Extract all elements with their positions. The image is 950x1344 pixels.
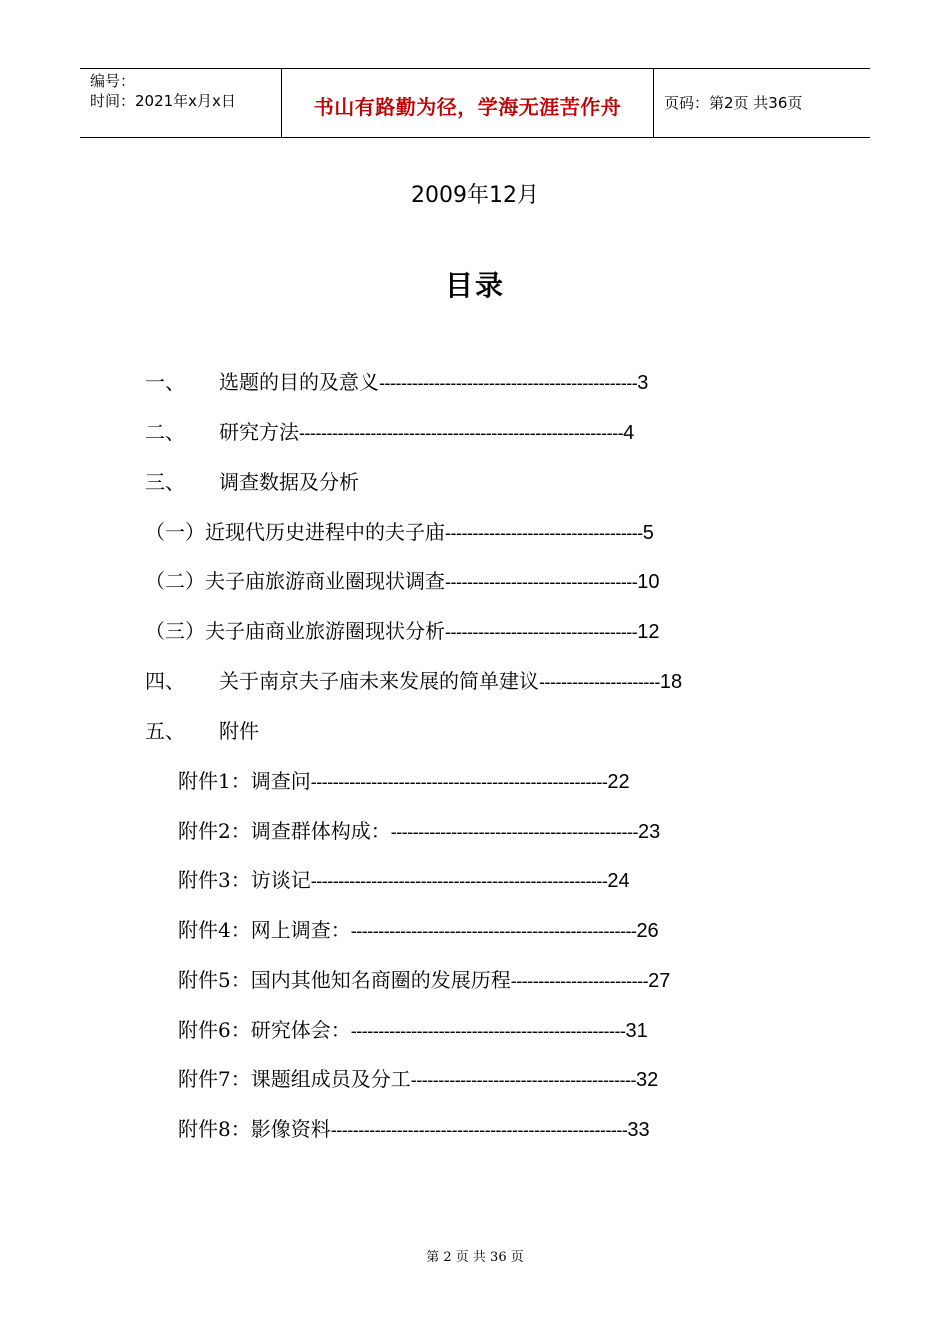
toc-entry-leader: ---------------------- xyxy=(539,672,660,692)
toc-entry-leader: ---------------------------------------------------- xyxy=(350,921,637,941)
toc-entry-title: 研究方法 xyxy=(219,420,299,444)
toc-entry-page: 26 xyxy=(636,920,659,942)
toc-entry-number: 附件3： xyxy=(178,868,251,892)
toc-entry-title: 调查问 xyxy=(250,769,311,793)
toc-entry-leader: ----------------------------------- xyxy=(445,622,638,642)
toc-entry-number: 附件5： xyxy=(178,968,251,992)
toc-entry-leader: ------------------------- xyxy=(510,971,649,991)
toc-entry-leader: ------------------------------------------------------ xyxy=(330,1120,628,1140)
toc-entry-page: 27 xyxy=(648,970,671,992)
toc-entry-leader: ------------------------------------ xyxy=(445,523,643,543)
toc-entry-number: 附件1： xyxy=(178,769,251,793)
toc-entry-page: 4 xyxy=(623,422,635,444)
toc-entry xyxy=(178,966,670,995)
toc-entry-title: 调查群体构成： xyxy=(250,819,391,843)
motto: 书山有路勤为径，学海无涯苦作舟 xyxy=(313,95,622,119)
document-date: 2009年12月 xyxy=(411,183,539,208)
toc-entry-title: 课题组成员及分工 xyxy=(250,1067,411,1091)
toc-entry-title: 访谈记 xyxy=(250,868,311,892)
toc-entry-page: 23 xyxy=(637,821,661,843)
toc-entry xyxy=(145,418,634,447)
toc-entry-page: 12 xyxy=(637,621,660,643)
toc-entry-number: 三、 xyxy=(145,470,185,494)
toc-entry xyxy=(178,1016,648,1045)
toc-entry xyxy=(145,518,654,547)
toc-entry-page: 31 xyxy=(625,1020,648,1042)
toc-entry-number: 附件2： xyxy=(178,819,251,843)
toc-entry-number: 附件8： xyxy=(178,1117,251,1141)
toc-entry xyxy=(145,368,648,397)
toc-entry-number: 二、 xyxy=(145,420,185,444)
toc-entry-number: 一、 xyxy=(145,370,185,394)
toc-entry-title: 选题的目的及意义 xyxy=(219,370,379,394)
toc-entry xyxy=(178,866,630,895)
toc-entry-leader: --------------------------------------------- xyxy=(390,822,638,842)
header-meta xyxy=(80,69,281,137)
page-footer: 第 2 页 共 36 页 xyxy=(426,1250,524,1265)
page-header xyxy=(80,68,870,138)
toc-entry-page: 22 xyxy=(607,771,630,793)
toc-entry-number: 附件4： xyxy=(178,918,251,942)
toc-entry-page: 10 xyxy=(637,571,660,593)
toc-entry-leader: ----------------------------------------------------------- xyxy=(299,423,624,443)
toc-entry-title: 附件 xyxy=(219,719,259,743)
toc-entry-title: 夫子庙旅游商业圈现状调查 xyxy=(205,569,445,593)
toc-entry xyxy=(178,916,659,945)
toc-title: 目录 xyxy=(444,269,505,302)
toc-entry-title: 影像资料 xyxy=(250,1117,331,1141)
toc-entry-title: 夫子庙商业旅游圈现状分析 xyxy=(205,619,445,643)
toc-entry-leader: ------------------------------------------------------ xyxy=(310,871,608,891)
toc-entry-leader: -------------------------------------------------- xyxy=(350,1021,626,1041)
toc-entry-page: 5 xyxy=(642,522,654,544)
toc-entry-page: 33 xyxy=(627,1119,650,1141)
toc-entry-number: 附件6： xyxy=(178,1018,251,1042)
toc-entry-number: 五、 xyxy=(145,719,185,743)
toc-entry-number: （二） xyxy=(145,569,205,593)
toc-entry xyxy=(178,817,660,846)
toc-entry xyxy=(145,617,660,646)
toc-entry xyxy=(145,717,259,745)
toc-entry-leader: ----------------------------------------- xyxy=(410,1070,636,1090)
toc-entry-page: 32 xyxy=(636,1069,659,1091)
toc-entry-title: 国内其他知名商圈的发展历程 xyxy=(250,968,511,992)
toc-entry xyxy=(178,1115,650,1144)
toc-entry-leader: ----------------------------------- xyxy=(445,572,638,592)
toc-entry-title: 近现代历史进程中的夫子庙 xyxy=(205,520,445,544)
toc-entry-number: 附件7： xyxy=(178,1067,251,1091)
time-label: 时间：2021年x月x日 xyxy=(90,92,236,110)
toc-entry-number: 四、 xyxy=(145,669,185,693)
toc-entry-title: 关于南京夫子庙未来发展的简单建议 xyxy=(219,669,539,693)
toc-entry-page: 18 xyxy=(659,671,683,693)
toc-entry-number: （三） xyxy=(145,619,205,643)
number-label: 编号： xyxy=(90,72,136,90)
toc-entry xyxy=(178,767,630,796)
toc-entry xyxy=(145,567,660,596)
toc-entry xyxy=(145,667,682,696)
toc-entry-leader: ------------------------------------------------------ xyxy=(310,772,608,792)
toc-entry-leader: ----------------------------------------------- xyxy=(379,373,638,393)
header-page-info: 页码：第2页 共36页 xyxy=(664,94,803,112)
toc-entry-title: 研究体会： xyxy=(250,1018,351,1042)
toc-entry-title: 网上调查： xyxy=(250,918,351,942)
toc-entry-number: （一） xyxy=(145,520,205,544)
toc-entry-page: 24 xyxy=(607,870,630,892)
toc-entry xyxy=(178,1065,658,1094)
toc-entry-title: 调查数据及分析 xyxy=(219,470,359,494)
toc-entry-page: 3 xyxy=(637,372,649,394)
header-motto-cell xyxy=(281,69,654,137)
toc-entry xyxy=(145,468,359,496)
